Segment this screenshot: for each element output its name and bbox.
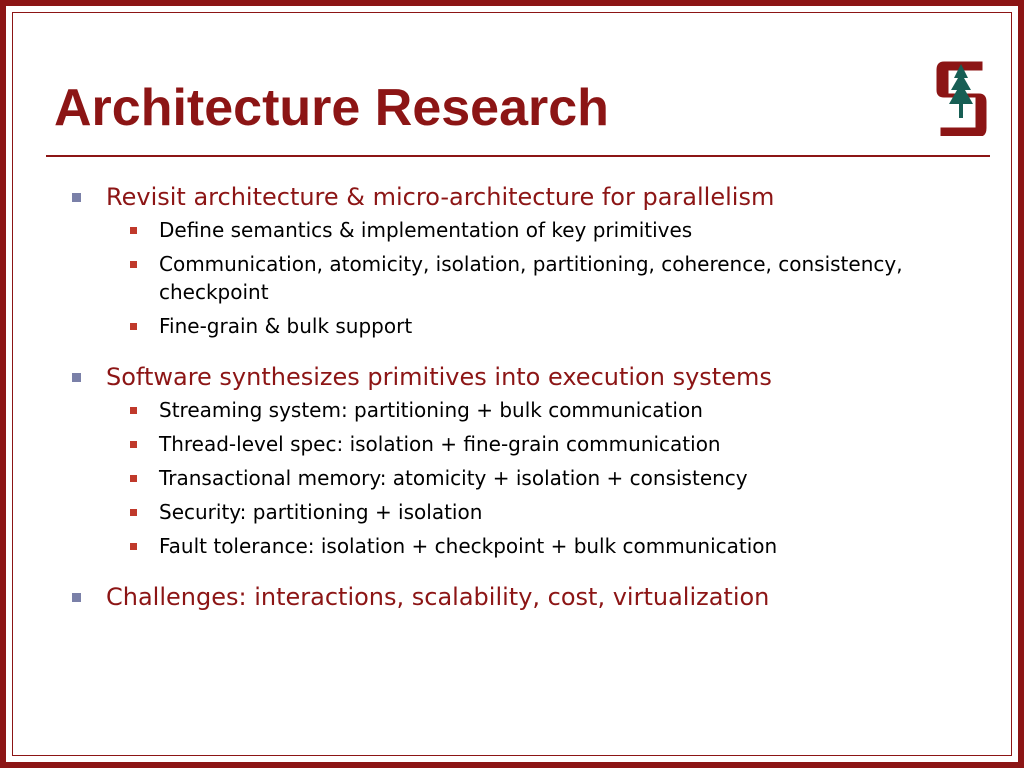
bullet-text: Software synthesizes primitives into execution systems	[106, 363, 772, 391]
sub-list-item	[130, 498, 972, 526]
sub-bullet-text: Streaming system: partitioning + bulk communication	[159, 398, 703, 422]
title-divider	[46, 155, 990, 157]
square-bullet-icon	[130, 323, 137, 330]
sub-bullet-text: Fine-grain & bulk support	[159, 314, 413, 338]
bullet-text: Challenges: interactions, scalability, cost, virtualization	[106, 583, 770, 611]
square-bullet-icon	[130, 509, 137, 516]
slide-title: Architecture Research	[54, 79, 609, 137]
sub-bullet-text: Thread-level spec: isolation + fine-grain communication	[159, 432, 721, 456]
sub-list-item	[130, 532, 972, 560]
square-bullet-icon	[72, 373, 81, 382]
sub-list-item	[130, 250, 972, 306]
bullet-text: Revisit architecture & micro-architecture for parallelism	[106, 183, 775, 211]
square-bullet-icon	[130, 407, 137, 414]
sub-list-item	[130, 396, 972, 424]
sub-list-item	[130, 312, 972, 340]
sub-list-item	[130, 216, 972, 244]
sub-bullet-list	[130, 216, 972, 340]
list-item	[72, 360, 972, 560]
sub-bullet-text: Define semantics & implementation of key primitives	[159, 218, 693, 242]
sub-bullet-text: Transactional memory: atomicity + isolation + consistency	[159, 466, 748, 490]
sub-list-item	[130, 464, 972, 492]
bullet-list	[72, 180, 972, 634]
square-bullet-icon	[130, 261, 137, 268]
square-bullet-icon	[72, 593, 81, 602]
sub-list-item	[130, 430, 972, 458]
stanford-tree-logo-icon	[934, 56, 988, 136]
list-item	[72, 180, 972, 340]
square-bullet-icon	[130, 227, 137, 234]
square-bullet-icon	[130, 543, 137, 550]
square-bullet-icon	[72, 193, 81, 202]
sub-bullet-list	[130, 396, 972, 560]
list-item	[72, 580, 972, 614]
sub-bullet-text: Fault tolerance: isolation + checkpoint + bulk communication	[159, 534, 778, 558]
sub-bullet-text: Security: partitioning + isolation	[159, 500, 483, 524]
square-bullet-icon	[130, 475, 137, 482]
square-bullet-icon	[130, 441, 137, 448]
sub-bullet-text: Communication, atomicity, isolation, partitioning, coherence, consistency, checkpoint	[159, 252, 903, 304]
